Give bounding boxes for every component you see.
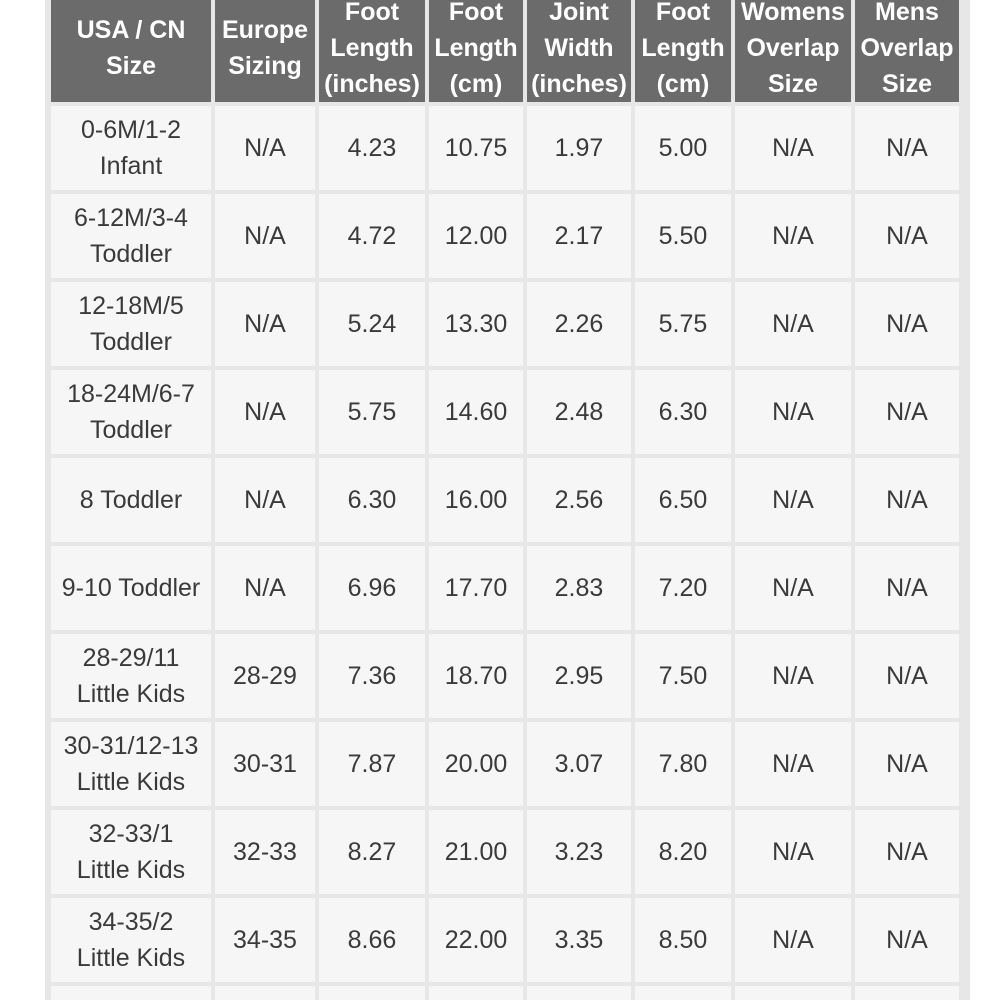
table-row xyxy=(51,106,959,190)
header-foot-length-inches: Foot Length (inches) xyxy=(319,0,425,102)
mens-overlap-cell: N/A xyxy=(855,106,959,190)
europe-cell: N/A xyxy=(215,546,315,630)
foot-length-cm-2-cell: 7.50 xyxy=(635,634,731,718)
womens-overlap-cell: N/A xyxy=(735,370,851,454)
foot-length-cm-2-cell: 5.50 xyxy=(635,194,731,278)
size-chart-container xyxy=(45,0,970,1000)
foot-length-cm-2-cell: 8.20 xyxy=(635,810,731,894)
joint-width-cell: 1.97 xyxy=(527,106,631,190)
foot-length-cm-2-cell: 5.75 xyxy=(635,282,731,366)
womens-overlap-cell: N/A xyxy=(735,898,851,982)
womens-overlap-cell: N/A xyxy=(735,106,851,190)
size-cell: 9-10 Toddler xyxy=(51,546,211,630)
foot-length-cm-2-cell: 6.30 xyxy=(635,370,731,454)
foot-length-inches-cell: 4.23 xyxy=(319,106,425,190)
size-chart-table xyxy=(47,0,963,1000)
mens-overlap-cell: N/A xyxy=(855,546,959,630)
europe-cell: N/A xyxy=(215,282,315,366)
foot-length-inches-cell: 8.27 xyxy=(319,810,425,894)
foot-length-cm-cell: 22.00 xyxy=(429,898,523,982)
mens-overlap-cell: N/A xyxy=(855,370,959,454)
mens-overlap-cell: N/A xyxy=(855,194,959,278)
size-cell: 12-18M/5 Toddler xyxy=(51,282,211,366)
foot-length-cm-cell: 21.00 xyxy=(429,810,523,894)
mens-overlap-cell: N/A xyxy=(855,282,959,366)
joint-width-cell: 2.26 xyxy=(527,282,631,366)
womens-overlap-cell: N/A xyxy=(735,194,851,278)
womens-overlap-cell xyxy=(735,986,851,1000)
size-cell: 18-24M/6-7 Toddler xyxy=(51,370,211,454)
table-row xyxy=(51,722,959,806)
joint-width-cell: 2.48 xyxy=(527,370,631,454)
womens-overlap-cell: N/A xyxy=(735,458,851,542)
joint-width-cell: 2.56 xyxy=(527,458,631,542)
foot-length-inches-cell: 5.75 xyxy=(319,370,425,454)
size-cell: 34-35/2 Little Kids xyxy=(51,898,211,982)
joint-width-cell: 2.83 xyxy=(527,546,631,630)
foot-length-inches-cell: 6.96 xyxy=(319,546,425,630)
europe-cell: 32-33 xyxy=(215,810,315,894)
foot-length-cm-cell: 17.70 xyxy=(429,546,523,630)
foot-length-inches-cell: 8.66 xyxy=(319,898,425,982)
size-cell: 32-33/1 Little Kids xyxy=(51,810,211,894)
header-joint-width-inches: Joint Width (inches) xyxy=(527,0,631,102)
mens-overlap-cell: N/A xyxy=(855,458,959,542)
header-usa-cn-size: USA / CN Size xyxy=(51,0,211,102)
europe-cell: 28-29 xyxy=(215,634,315,718)
foot-length-inches-cell: 6.30 xyxy=(319,458,425,542)
header-womens-overlap-size: Womens Overlap Size xyxy=(735,0,851,102)
womens-overlap-cell: N/A xyxy=(735,546,851,630)
foot-length-cm-2-cell xyxy=(635,986,731,1000)
europe-cell: N/A xyxy=(215,458,315,542)
table-row xyxy=(51,458,959,542)
size-cell: 8 Toddler xyxy=(51,458,211,542)
mens-overlap-cell: N/A xyxy=(855,810,959,894)
header-mens-overlap-size: Mens Overlap Size xyxy=(855,0,959,102)
womens-overlap-cell: N/A xyxy=(735,722,851,806)
foot-length-cm-2-cell: 7.80 xyxy=(635,722,731,806)
joint-width-cell: 3.23 xyxy=(527,810,631,894)
foot-length-cm-2-cell: 8.50 xyxy=(635,898,731,982)
foot-length-inches-cell: 5.24 xyxy=(319,282,425,366)
table-row xyxy=(51,282,959,366)
size-cell: 6-12M/3-4 Toddler xyxy=(51,194,211,278)
europe-cell: 30-31 xyxy=(215,722,315,806)
table-row xyxy=(51,546,959,630)
table-row xyxy=(51,810,959,894)
joint-width-cell: 3.35 xyxy=(527,898,631,982)
womens-overlap-cell: N/A xyxy=(735,810,851,894)
mens-overlap-cell: N/A xyxy=(855,898,959,982)
joint-width-cell: 2.17 xyxy=(527,194,631,278)
foot-length-cm-cell: 20.00 xyxy=(429,722,523,806)
table-row xyxy=(51,634,959,718)
header-foot-length-cm: Foot Length (cm) xyxy=(429,0,523,102)
foot-length-cm-2-cell: 7.20 xyxy=(635,546,731,630)
joint-width-cell xyxy=(527,986,631,1000)
foot-length-cm-cell: 13.30 xyxy=(429,282,523,366)
table-row xyxy=(51,370,959,454)
foot-length-inches-cell: 7.87 xyxy=(319,722,425,806)
foot-length-cm-cell xyxy=(429,986,523,1000)
foot-length-cm-cell: 12.00 xyxy=(429,194,523,278)
mens-overlap-cell: N/A xyxy=(855,634,959,718)
header-foot-length-cm-2: Foot Length (cm) xyxy=(635,0,731,102)
mens-overlap-cell xyxy=(855,986,959,1000)
foot-length-cm-cell: 18.70 xyxy=(429,634,523,718)
header-europe-sizing: Europe Sizing xyxy=(215,0,315,102)
europe-cell: N/A xyxy=(215,106,315,190)
table-row xyxy=(51,194,959,278)
foot-length-cm-cell: 14.60 xyxy=(429,370,523,454)
size-cell xyxy=(51,986,211,1000)
size-cell: 28-29/11 Little Kids xyxy=(51,634,211,718)
size-cell: 0-6M/1-2 Infant xyxy=(51,106,211,190)
foot-length-cm-cell: 10.75 xyxy=(429,106,523,190)
table-row xyxy=(51,898,959,982)
europe-cell: N/A xyxy=(215,194,315,278)
joint-width-cell: 3.07 xyxy=(527,722,631,806)
womens-overlap-cell: N/A xyxy=(735,282,851,366)
table-row-cut-off xyxy=(51,986,959,1000)
mens-overlap-cell: N/A xyxy=(855,722,959,806)
europe-cell: N/A xyxy=(215,370,315,454)
size-cell: 30-31/12-13 Little Kids xyxy=(51,722,211,806)
header-row xyxy=(51,0,959,102)
foot-length-cm-cell: 16.00 xyxy=(429,458,523,542)
joint-width-cell: 2.95 xyxy=(527,634,631,718)
europe-cell xyxy=(215,986,315,1000)
europe-cell: 34-35 xyxy=(215,898,315,982)
foot-length-cm-2-cell: 5.00 xyxy=(635,106,731,190)
foot-length-inches-cell xyxy=(319,986,425,1000)
foot-length-inches-cell: 7.36 xyxy=(319,634,425,718)
foot-length-inches-cell: 4.72 xyxy=(319,194,425,278)
foot-length-cm-2-cell: 6.50 xyxy=(635,458,731,542)
womens-overlap-cell: N/A xyxy=(735,634,851,718)
